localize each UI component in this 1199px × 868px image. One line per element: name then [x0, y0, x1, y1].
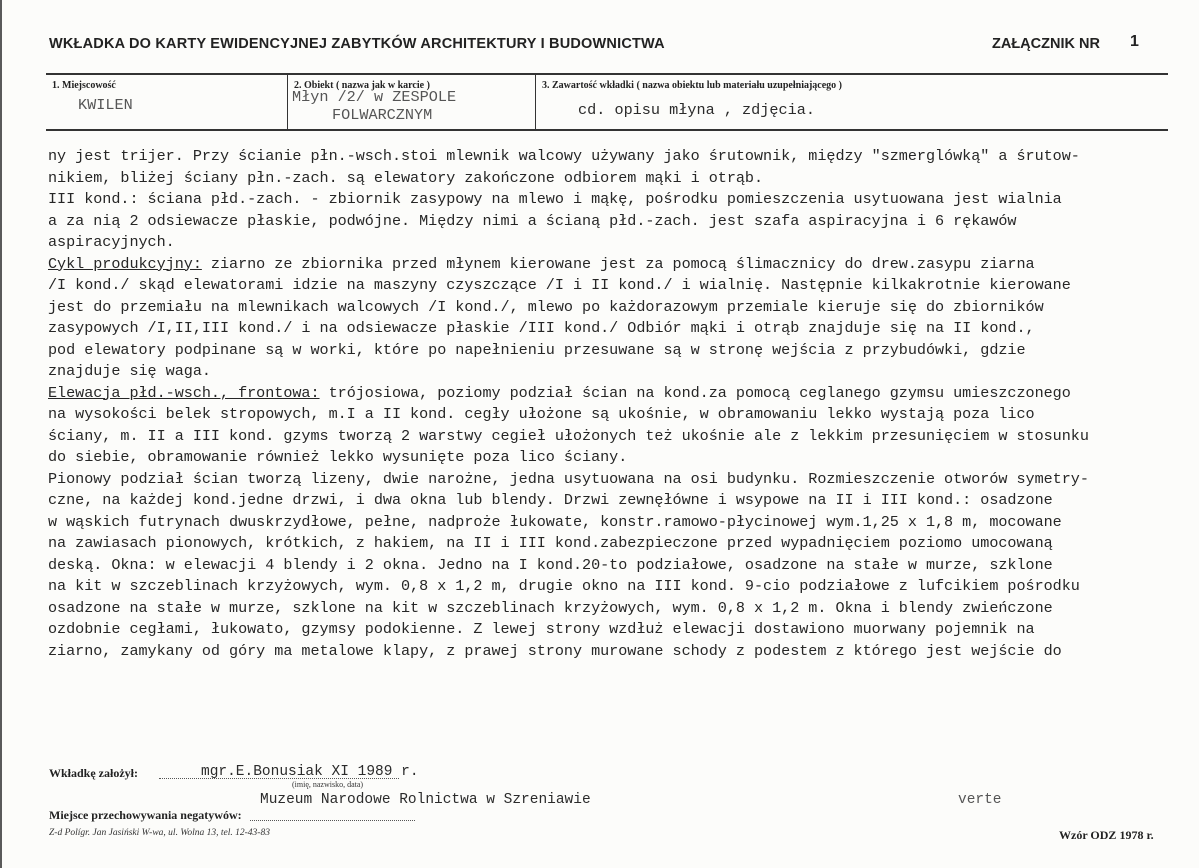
section-heading: Elewacja płd.-wsch., frontowa: — [48, 383, 320, 402]
object-value-line1: Młyn /2/ w ZESPOLE — [292, 88, 457, 106]
body-line — [48, 576, 1194, 598]
contents-value: cd. opisu młyna , zdjęcia. — [578, 101, 815, 119]
body-line — [48, 641, 1194, 663]
body-line-text: do siebie, obramowanie również lekko wysunięte poza lico ściany. — [48, 448, 628, 466]
body-line-text: deską. Okna: w elewacji 4 blendy i 2 okna. Jedno na I kond.20-to podziałowe, osadzone na stałe w murze, szklone — [48, 555, 1053, 574]
author-label: Wkładkę założył: — [49, 766, 138, 780]
body-line-text: ziarno, zamykany od góry ma metalowe klapy, z prawej strony murowane schody z podestem z którego jest wejście do — [48, 641, 1062, 660]
verso-note: verte — [958, 792, 1002, 808]
body-line — [48, 447, 1194, 469]
object-value-line2: FOLWARCZNYM — [332, 106, 433, 124]
author-caption: (imię, nazwisko, data) — [292, 780, 364, 789]
body-line — [48, 146, 1194, 168]
body-line — [48, 426, 1194, 448]
body-line-text: /I kond./ skąd elewatorami idzie na maszyny czyszczące /I i II kond./ i wialnię. Następnie kilkakrotnie kierowane — [48, 276, 1071, 294]
body-line-text: na wysokości belek stropowych, m.I a II kond. cegły ułożone są ukośnie, w obramowaniu lekko wystają poza lico — [48, 405, 1035, 423]
contents-label: 3. Zawartość wkładki ( nazwa obiektu lub materiału uzupełniającego ) — [542, 80, 843, 91]
body-line-text: ozdobnie cegłami, łukowato, gzymsy podokienne. Z lewej strony wzdłuż elewacji dostawiono muorwany pojemnik na — [48, 620, 1035, 638]
object-label: 2. Obiekt ( nazwa jak w karcie ) — [294, 80, 430, 91]
body-line — [48, 189, 1194, 211]
body-line — [48, 404, 1194, 426]
header-divider-1 — [287, 73, 288, 131]
body-line-text: jest do przemiału na mlewnikach walcowych /I kond./, mlewo po każdorazowym przemiale kieruje się do zbiorników — [48, 297, 1044, 316]
body-line — [48, 469, 1194, 491]
body-line-text: pod elewatory podpinane są w worki, które po napełnieniu przesuwane są w stronę wejścia z przybudówki, gdzie — [48, 340, 1026, 359]
form-title: WKŁADKA DO KARTY EWIDENCYJNEJ ZABYTKÓW ARCHITEKTURY I BUDOWNICTWA — [49, 36, 665, 52]
body-line-text: w wąskich futrynach dwuskrzydłowe, pełne, nadproże łukowate, konstr.ramowo-płycinowej wym.1,25 x 1,8 m, mocowane — [48, 512, 1062, 531]
body-line — [48, 275, 1194, 297]
storage-label: Miejsce przechowywania negatywów: — [49, 808, 242, 822]
printer-imprint: Z-d Polígr. Jan Jasiński W-wa, ul. Wolna 13, tel. 12-43-83 — [49, 828, 270, 838]
body-line-text: III kond.: ściana płd.-zach. - zbiornik zasypowy na mlewo i mąkę, pośrodku pomieszczenia usytuowana jest wialnia — [48, 190, 1062, 208]
storage-value: Muzeum Narodowe Rolnictwa w Szreniawie — [260, 792, 591, 808]
body-line — [48, 232, 1194, 254]
body-line-text: osadzone na stałe w murze, szklone na kit w szczeblinach krzyżowych, wym. 0,8 x 1,2 m. Okna i blendy zwieńczone — [48, 598, 1053, 617]
body-line-text: trójosiowa, poziomy podział ścian na kond.za pomocą ceglanego gzymsu umieszczonego — [319, 383, 1071, 402]
attachment-label: ZAŁĄCZNIK NR — [992, 36, 1100, 52]
header-bottom-rule — [46, 129, 1168, 131]
body-line — [48, 168, 1194, 190]
locality-label: 1. Miejscowość — [52, 80, 116, 91]
body-line-text: ziarno ze zbiornika przed młynem kierowane jest za pomocą ślimacznicy do drew.zasypu ziarna — [201, 254, 1035, 273]
body-line — [48, 254, 1194, 276]
body-line — [48, 318, 1194, 340]
body-line-text: na kit w szczeblinach krzyżowych, wym. 0,8 x 1,2 m, drugie okno na III kond. 9-cio podziałowe z lufcikiem pośrodku — [48, 577, 1080, 595]
body-line-text: znajduje się waga. — [48, 362, 211, 380]
storage-dotted-line — [250, 820, 415, 821]
body-line — [48, 340, 1194, 362]
body-line-text: zasypowych /I,II,III kond./ i na odsiewacze płaskie /III kond./ Odbiór mąki i otrąb znajduje się na II kond., — [48, 319, 1035, 337]
body-line — [48, 361, 1194, 383]
typed-body-text — [48, 146, 1198, 662]
body-line — [48, 211, 1194, 233]
body-line-text: ny jest trijer. Przy ścianie płn.-wsch.stoi mlewnik walcowy używany jako śrutownik, między "szmerglówką" a śrutow- — [48, 147, 1080, 165]
body-line-text: aspiracyjnych. — [48, 233, 175, 251]
form-number: Wzór ODZ 1978 r. — [1059, 828, 1154, 842]
section-heading: Cykl produkcyjny: — [48, 254, 202, 273]
body-line — [48, 619, 1194, 641]
body-line-text: na zawiasach pionowych, krótkich, z hakiem, na II i III kond.zabezpieczone przed wypadnięciem poziomo umocowaną — [48, 534, 1053, 552]
body-line-text: czne, na każdej kond.jedne drzwi, i dwa okna lub blendy. Drzwi zewnęłówne i wsypowe na II i III kond.: osadzone — [48, 491, 1053, 509]
attachment-number: 1 — [1130, 33, 1139, 50]
author-value: mgr.E.Bonusiak XI 1989 r. — [201, 764, 419, 780]
body-line — [48, 297, 1194, 319]
body-line — [48, 598, 1194, 620]
body-line — [48, 555, 1194, 577]
header-divider-2 — [535, 73, 536, 131]
body-line — [48, 383, 1194, 405]
body-line — [48, 490, 1194, 512]
locality-value: KWILEN — [78, 96, 133, 114]
body-line-text: ściany, m. II a III kond. gzyms tworzą 2 warstwy cegieł ułożonych też ukośnie ale z lekkim przesunięciem w stosunku — [48, 426, 1089, 445]
header-top-rule — [46, 73, 1168, 75]
body-line-text: nikiem, bliżej ściany płn.-zach. są elewatory zakończone odbiorem mąki i otrąb. — [48, 168, 764, 187]
body-line-text: a za nią 2 odsiewacze płaskie, podwójne. Między nimi a ścianą płd.-zach. jest szafa aspiracyjna i 6 rękawów — [48, 211, 1017, 230]
body-line-text: Pionowy podział ścian tworzą lizeny, dwie narożne, jedna usytuowana na osi budynku. Rozmieszczenie otworów symetry- — [48, 469, 1089, 488]
body-line — [48, 512, 1194, 534]
body-line — [48, 533, 1194, 555]
